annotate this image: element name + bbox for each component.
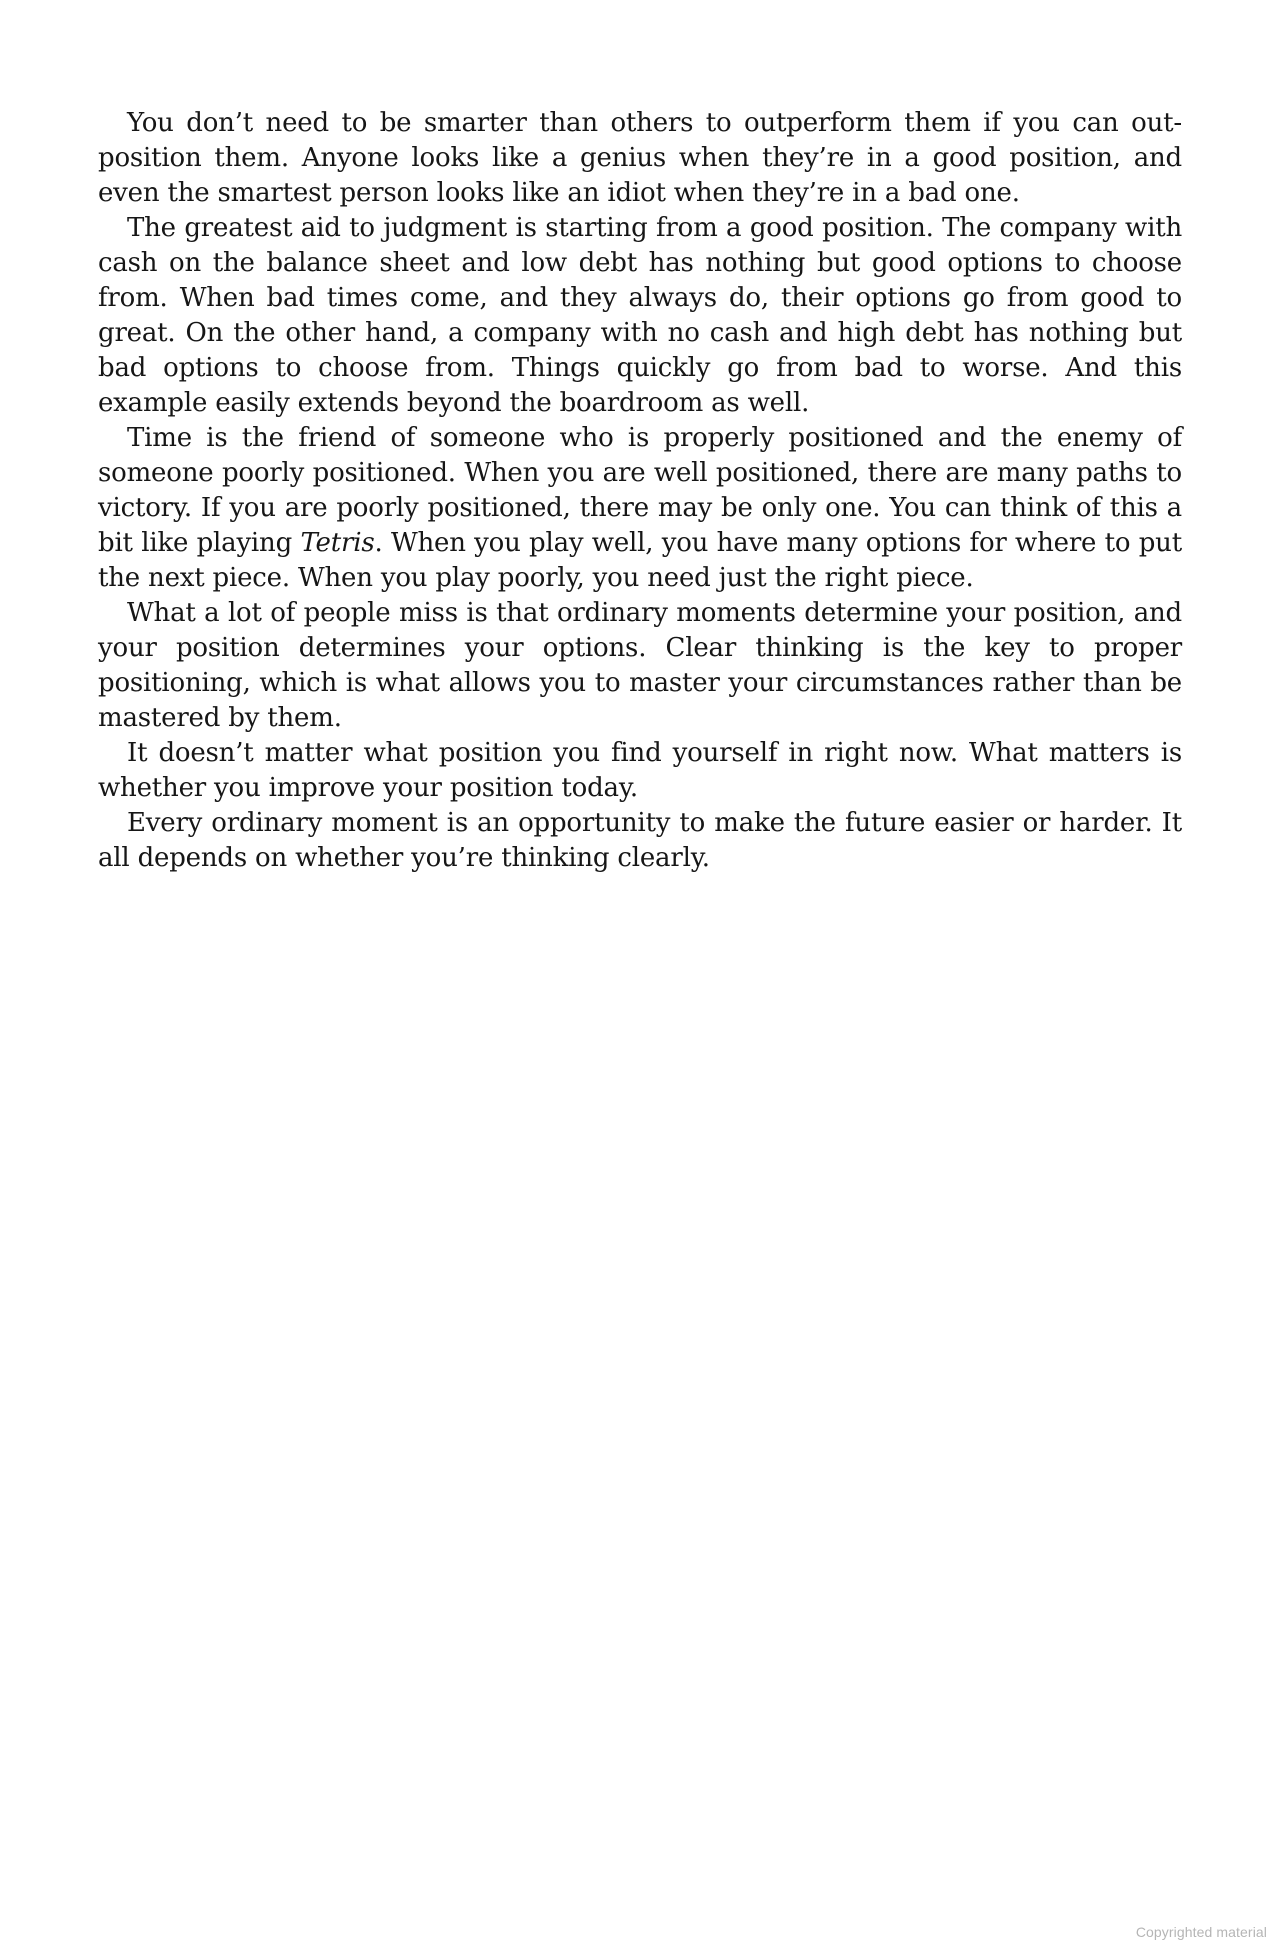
paragraph-position-now: It doesn’t matter what position you find yourself in right now. What matters is whether you improve your position today. — [98, 738, 1182, 803]
paragraph-text-before: Time is the friend of someone who is properly positioned and the enemy of someone poorly positioned. When you are well positioned, there are many paths to victory. If you are poorly positioned, there may be only one. You can think of this a bit like playing — [98, 423, 1182, 558]
paragraph-text-after: . When you play well, you have many options for where to put the next piece. When you play poorly, you need just the right piece. — [98, 528, 1182, 593]
copyright-watermark: Copyrighted material — [1135, 1924, 1267, 1940]
paragraph-every-moment: Every ordinary moment is an opportunity to make the future easier or harder. It all depends on whether you’re thinking clearly. — [98, 808, 1182, 873]
paragraph-ordinary-moments: What a lot of people miss is that ordinary moments determine your position, and your position determines your options. Clear thinking is the key to proper positioning, which is what allows you to master your circumstances rather than be mastered by them. — [98, 598, 1182, 733]
paragraph-time-friend — [98, 421, 1182, 596]
page-body-text — [98, 106, 1182, 876]
paragraph-out-position: You don’t need to be smarter than others to outperform them if you can out-position them. Anyone looks like a genius when they’re in a good position, and even the smartest person looks like an idiot when they’re in a bad one. — [98, 108, 1182, 208]
paragraph-good-position: The greatest aid to judgment is starting from a good position. The company with cash on the balance sheet and low debt has nothing but good options to choose from. When bad times come, and they always do, their options go from good to great. On the other hand, a company with no cash and high debt has nothing but bad options to choose from. Things quickly go from bad to worse. And this example easily extends beyond the boardroom as well. — [98, 213, 1182, 418]
tetris-italic: Tetris — [300, 528, 375, 558]
